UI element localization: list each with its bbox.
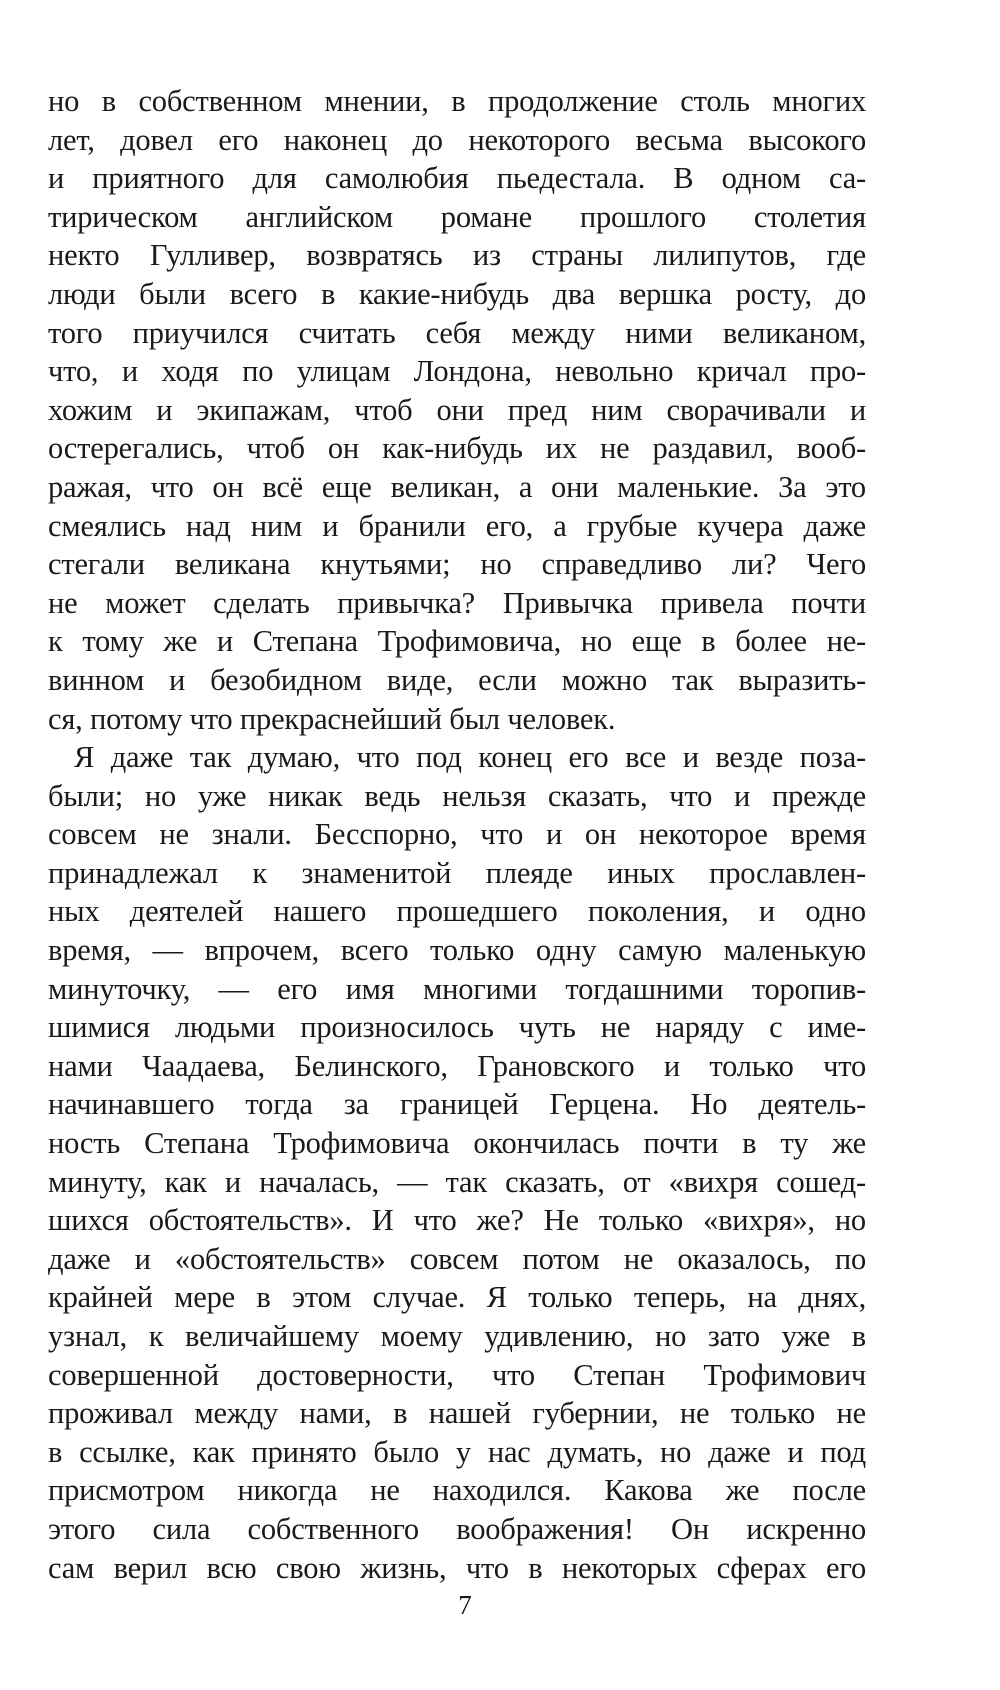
text-line: минуточку, — его имя многими тогдашними торопив-: [48, 971, 866, 1006]
text-line: ность Степана Трофимовича окончилась почти в ту же: [48, 1126, 866, 1161]
text-line: начинавшего тогда за границей Герцена. Но деятель-: [48, 1087, 866, 1122]
page-body: [48, 82, 866, 1587]
text-line: но в собственном мнении, в продолжение столь многих: [48, 84, 866, 118]
text-line: присмотром никогда не находился. Какова же после: [48, 1473, 866, 1508]
text-line: некто Гулливер, возвратясь из страны лилипутов, где: [48, 238, 866, 273]
text-line: Я даже так думаю, что под конец его все и везде поза-: [74, 740, 866, 775]
text-line: люди были всего в какие-нибудь два вершка росту, до: [48, 276, 866, 311]
paragraph-1: [48, 82, 866, 738]
text-line: хожим и экипажам, чтоб они пред ним сворачивали и: [48, 392, 866, 427]
text-line: даже и «обстоятельств» совсем потом не оказалось, по: [48, 1241, 866, 1276]
text-line: шимися людьми произносилось чуть не наряду с име-: [48, 1010, 866, 1045]
text-line: ся, потому что прекраснейший был человек.: [48, 701, 616, 736]
text-line: ных деятелей нашего прошедшего поколения, и одно: [48, 894, 866, 929]
text-line: ражая, что он всё еще великан, а они маленькие. За это: [48, 469, 866, 504]
text-line: принадлежал к знаменитой плеяде иных прославлен-: [48, 855, 866, 890]
text-line: к тому же и Степана Трофимовича, но еще в более не-: [48, 624, 866, 659]
text-line: стегали великана кнутьями; но справедливо ли? Чего: [48, 547, 866, 582]
text-line: смеялись над ним и бранили его, а грубые кучера даже: [48, 508, 866, 543]
text-line: сам верил всю свою жизнь, что в некоторых сферах его: [48, 1550, 866, 1585]
text-line: были; но уже никак ведь нельзя сказать, что и прежде: [48, 778, 866, 813]
text-line: минуту, как и началась, — так сказать, от «вихря сошед-: [48, 1164, 866, 1199]
text-line: узнал, к величайшему моему удивлению, но зато уже в: [48, 1319, 866, 1353]
text-line: нами Чаадаева, Белинского, Грановского и только что: [48, 1048, 866, 1083]
text-line: проживал между нами, в нашей губернии, не только не: [48, 1396, 866, 1431]
text-line: совсем не знали. Бесспорно, что и он некоторое время: [48, 817, 866, 852]
text-line: остерегались, чтоб он как-нибудь их не раздавил, вооб-: [48, 431, 866, 466]
text-line: того приучился считать себя между ними великаном,: [48, 315, 866, 350]
text-line: и приятного для самолюбия пьедестала. В одном са-: [48, 161, 866, 196]
text-line: этого сила собственного воображения! Он искренно: [48, 1511, 866, 1546]
text-line: время, — впрочем, всего только одну самую маленькую: [48, 933, 866, 968]
text-line: винном и безобидном виде, если можно так выразить-: [48, 662, 866, 697]
text-line: шихся обстоятельств». И что же? Не только «вихря», но: [48, 1203, 866, 1238]
text-line: крайней мере в этом случае. Я только теперь, на днях,: [48, 1280, 866, 1315]
page-number: 7: [458, 1590, 472, 1620]
text-line: не может сделать привычка? Привычка привела почти: [48, 585, 866, 620]
text-line: тирическом английском романе прошлого столетия: [48, 199, 866, 234]
text-line: лет, довел его наконец до некоторого весьма высокого: [48, 122, 866, 157]
text-line: совершенной достоверности, что Степан Трофимович: [48, 1357, 866, 1392]
text-line: в ссылке, как принято было у нас думать, но даже и под: [48, 1434, 866, 1469]
paragraph-2: [48, 738, 866, 1587]
text-line: что, и ходя по улицам Лондона, невольно кричал про-: [48, 354, 866, 389]
